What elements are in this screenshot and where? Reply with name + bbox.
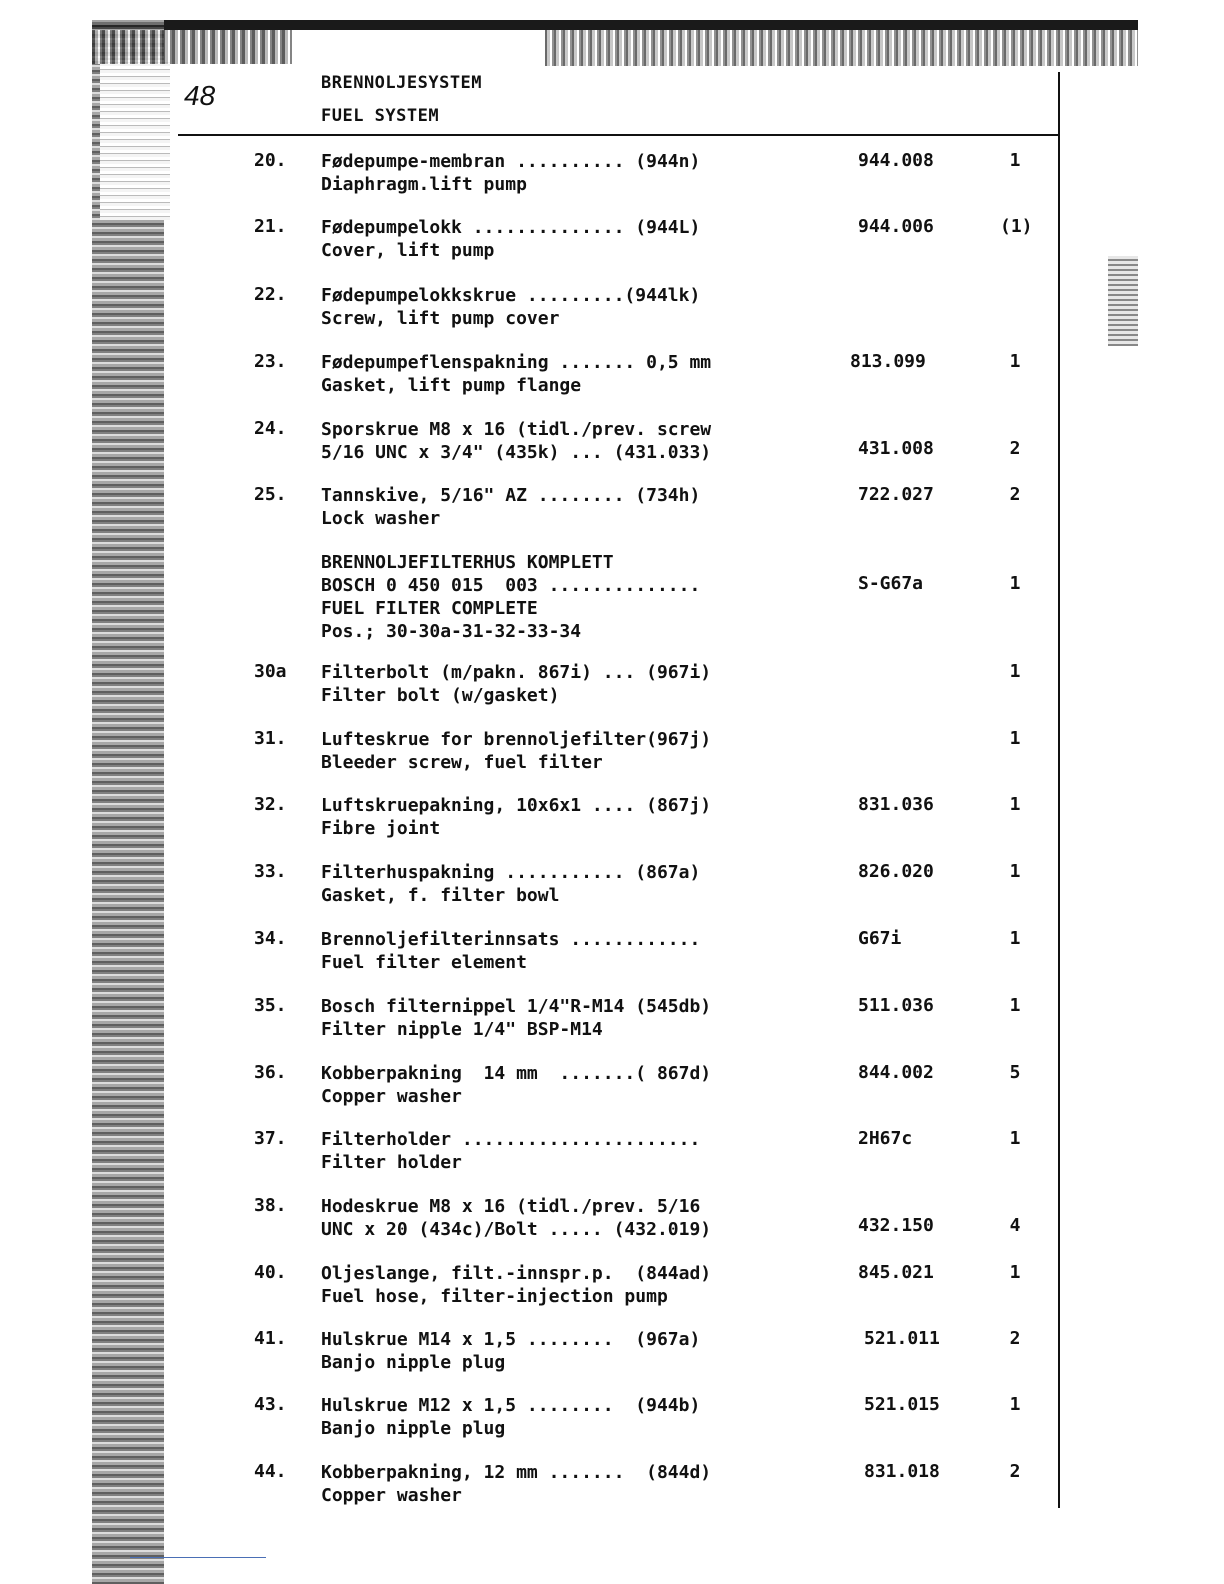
description [321, 1062, 711, 1108]
description-line: Copper washer [321, 1086, 462, 1107]
description [321, 216, 700, 262]
quantity: 2 [1009, 438, 1021, 459]
part-number: 813.099 [850, 351, 926, 372]
description-line: Filterbolt (m/pakn. 867i) ... (967i) [321, 662, 712, 683]
description [321, 1328, 700, 1374]
part-number: 511.036 [858, 995, 934, 1016]
part-number: 944.008 [858, 150, 934, 171]
part-number: 521.015 [864, 1394, 940, 1415]
part-number: 432.150 [858, 1215, 934, 1236]
quantity: 1 [1009, 794, 1021, 815]
position-number: 43. [254, 1394, 287, 1415]
description [321, 728, 711, 774]
quantity: 1 [1009, 1394, 1021, 1415]
position-number: 20. [254, 150, 287, 171]
quantity: 1 [1009, 1128, 1021, 1149]
quantity: 2 [1009, 484, 1021, 505]
description-line: Oljeslange, filt.-innspr.p. (844ad) [321, 1263, 712, 1284]
description-line: Luftskruepakning, 10x6x1 .... (867j) [321, 795, 712, 816]
description-line: Filter nipple 1/4" BSP-M14 [321, 1019, 603, 1040]
description [321, 1461, 711, 1507]
position-number: 34. [254, 928, 287, 949]
part-number: G67i [858, 928, 902, 949]
description-line: Filterholder ...................... [321, 1129, 701, 1150]
position-number: 40. [254, 1262, 287, 1283]
position-number: 33. [254, 861, 287, 882]
description-line: UNC x 20 (434c)/Bolt ..... (432.019) [321, 1219, 712, 1240]
part-number: 844.002 [858, 1062, 934, 1083]
description [321, 351, 711, 397]
part-number: 826.020 [858, 861, 934, 882]
description-line: Filter holder [321, 1152, 462, 1173]
section-title-norwegian: BRENNOLJESYSTEM [321, 73, 483, 93]
quantity: 2 [1009, 1461, 1021, 1482]
quantity: (1) [1000, 216, 1033, 237]
description-line: Copper washer [321, 1485, 462, 1506]
quantity: 2 [1009, 1328, 1021, 1349]
description-line: Diaphragm.lift pump [321, 174, 527, 195]
position-number: 41. [254, 1328, 287, 1349]
description-line: Lufteskrue for brennoljefilter(967j) [321, 729, 712, 750]
description-line: Fødepumpelokkskrue .........(944lk) [321, 285, 701, 306]
description-line: Fibre joint [321, 818, 441, 839]
description-line: Fuel filter element [321, 952, 527, 973]
description [321, 794, 711, 840]
position-number: 37. [254, 1128, 287, 1149]
position-number: 23. [254, 351, 287, 372]
part-number: 831.018 [864, 1461, 940, 1482]
part-number: S-G67a [858, 573, 924, 594]
description-line: Tannskive, 5/16" AZ ........ (734h) [321, 485, 701, 506]
description-line: Fuel hose, filter-injection pump [321, 1286, 668, 1307]
description-line: Kobberpakning, 12 mm ....... (844d) [321, 1462, 712, 1483]
description [321, 284, 700, 330]
description-line: Fødepumpelokk .............. (944L) [321, 217, 701, 238]
description-line: Hulskrue M14 x 1,5 ........ (967a) [321, 1329, 701, 1350]
description-line: 5/16 UNC x 3/4" (435k) ... (431.033) [321, 442, 712, 463]
description-line: FUEL FILTER COMPLETE [321, 598, 538, 619]
description-line: Fødepumpe-membran .......... (944n) [321, 151, 701, 172]
description-line: Sporskrue M8 x 16 (tidl./prev. screw [321, 419, 712, 440]
page-number: 48 [184, 80, 216, 111]
description-line: Cover, lift pump [321, 240, 495, 261]
description-line: Hulskrue M12 x 1,5 ........ (944b) [321, 1395, 701, 1416]
quantity: 4 [1009, 1215, 1021, 1236]
description [321, 418, 711, 464]
description-line: BOSCH 0 450 015 003 .............. [321, 575, 701, 596]
quantity: 1 [1009, 995, 1021, 1016]
quantity: 1 [1009, 351, 1021, 372]
description-line: Filter bolt (w/gasket) [321, 685, 560, 706]
quantity: 1 [1009, 150, 1021, 171]
part-number: 845.021 [858, 1262, 934, 1283]
description [321, 861, 700, 907]
description [321, 928, 700, 974]
description [321, 661, 711, 707]
description-line: Gasket, lift pump flange [321, 375, 582, 396]
position-number: 44. [254, 1461, 287, 1482]
description [321, 551, 700, 643]
description-line: Bleeder screw, fuel filter [321, 752, 603, 773]
quantity: 1 [1009, 928, 1021, 949]
description [321, 995, 711, 1041]
part-number: 831.036 [858, 794, 934, 815]
part-number: 431.008 [858, 438, 934, 459]
position-number: 36. [254, 1062, 287, 1083]
description-line: Banjo nipple plug [321, 1418, 506, 1439]
description-line: BRENNOLJEFILTERHUS KOMPLETT [321, 552, 614, 573]
description [321, 150, 700, 196]
description-line: Bosch filternippel 1/4"R-M14 (545db) [321, 996, 712, 1017]
description [321, 1394, 700, 1440]
description [321, 1195, 711, 1241]
position-number: 32. [254, 794, 287, 815]
part-number: 521.011 [864, 1328, 940, 1349]
position-number: 22. [254, 284, 287, 305]
description-line: Brennoljefilterinnsats ............ [321, 929, 701, 950]
description-line: Screw, lift pump cover [321, 308, 560, 329]
quantity: 5 [1009, 1062, 1021, 1083]
description-line: Gasket, f. filter bowl [321, 885, 560, 906]
description [321, 484, 700, 530]
position-number: 25. [254, 484, 287, 505]
position-number: 35. [254, 995, 287, 1016]
position-number: 24. [254, 418, 287, 439]
description-line: Lock washer [321, 508, 441, 529]
description-line: Pos.; 30-30a-31-32-33-34 [321, 621, 582, 642]
quantity: 1 [1009, 573, 1021, 594]
part-number: 944.006 [858, 216, 934, 237]
description [321, 1128, 700, 1174]
description-line: Banjo nipple plug [321, 1352, 506, 1373]
position-number: 31. [254, 728, 287, 749]
part-number: 2H67c [858, 1128, 913, 1149]
position-number: 30a [254, 661, 287, 682]
description-line: Hodeskrue M8 x 16 (tidl./prev. 5/16 [321, 1196, 701, 1217]
position-number: 38. [254, 1195, 287, 1216]
description-line: Fødepumpeflenspakning ....... 0,5 mm [321, 352, 712, 373]
description-line: Filterhuspakning ........... (867a) [321, 862, 701, 883]
description [321, 1262, 711, 1308]
part-number: 722.027 [858, 484, 934, 505]
quantity: 1 [1009, 661, 1021, 682]
quantity: 1 [1009, 728, 1021, 749]
quantity: 1 [1009, 1262, 1021, 1283]
quantity: 1 [1009, 861, 1021, 882]
description-line: Kobberpakning 14 mm .......( 867d) [321, 1063, 712, 1084]
section-title-english: FUEL SYSTEM [321, 106, 440, 126]
position-number: 21. [254, 216, 287, 237]
